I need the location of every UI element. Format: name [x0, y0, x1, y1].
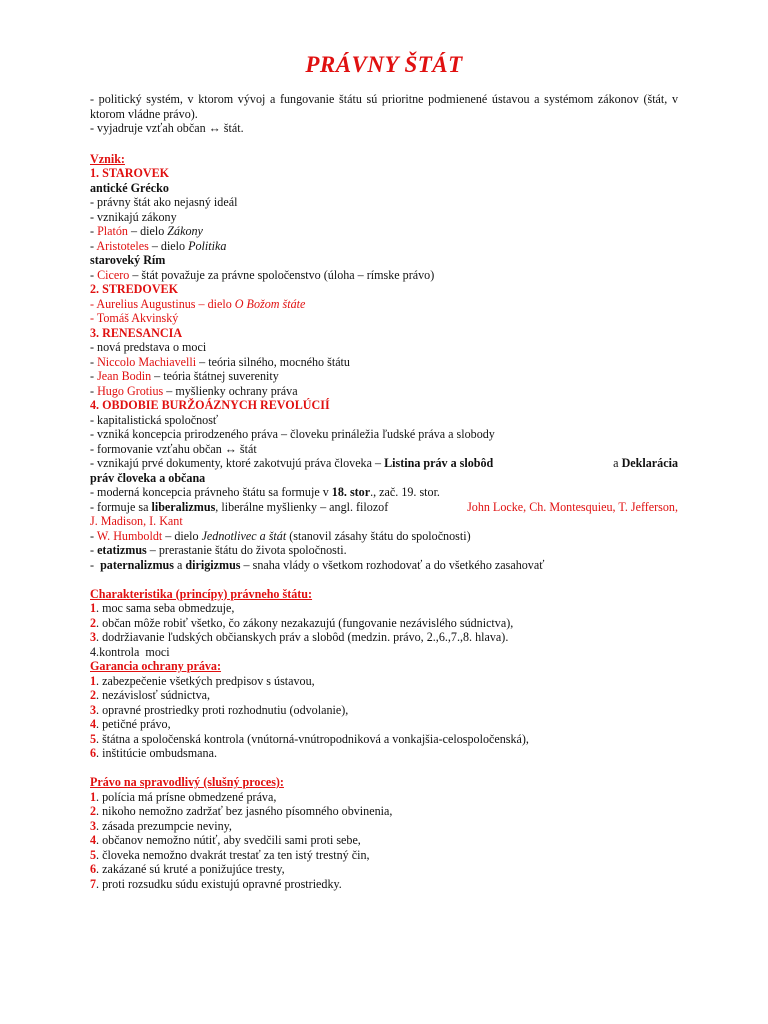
- section-starovek: 1. STAROVEK: [90, 166, 170, 180]
- person-name: Hugo Grotius: [97, 383, 164, 398]
- list-item: [90, 746, 678, 761]
- vznik-heading: Vznik:: [90, 151, 125, 166]
- list-item-augustinus: [90, 297, 678, 312]
- item-number: 2: [90, 615, 97, 630]
- list-item: [90, 804, 678, 819]
- list-item: - nová predstava o moci: [90, 340, 207, 354]
- list-item: [90, 819, 678, 834]
- work-title: O Božom štáte: [234, 296, 306, 311]
- work-title: Politika: [188, 238, 227, 253]
- dash: -: [90, 224, 98, 238]
- item-text: . moc sama seba obmedzuje,: [96, 601, 235, 615]
- item-text: – snaha vlády o všetkom rozhodovať a do všetkého zasahovať: [240, 557, 545, 572]
- item-text: . polícia má prísne obmedzené práva,: [96, 789, 277, 804]
- item-number: 2: [90, 804, 97, 818]
- item-text: ., zač. 19. stor.: [370, 485, 440, 499]
- documents-continuation: práv človeka a občana: [90, 470, 206, 485]
- section-stredovek: 2. STREDOVEK: [90, 282, 179, 296]
- item-text: – prerastanie štátu do života spoločnosti.: [146, 543, 347, 557]
- person-name: Niccolo Machiavelli: [97, 354, 197, 369]
- subsection-rim: staroveký Rím: [90, 253, 166, 267]
- item-number: 7: [90, 876, 97, 891]
- list-item: [90, 732, 678, 747]
- list-item: [90, 790, 678, 805]
- person-name: Platón: [97, 224, 128, 238]
- dash: -: [90, 528, 97, 543]
- list-item: [90, 703, 678, 718]
- item-number: 5: [90, 731, 97, 746]
- list-item: [90, 616, 678, 631]
- item-text: . zakázané sú kruté a ponižujúce tresty,: [96, 862, 285, 876]
- documents-left: [90, 456, 493, 471]
- garancia-list: [90, 674, 678, 761]
- list-item: - formovanie vzťahu občan ↔ štát: [90, 441, 257, 456]
- list-item: [90, 877, 678, 892]
- proces-heading: Právo na spravodlivý (slušný proces):: [90, 775, 284, 789]
- item-text: . petičné právo,: [96, 717, 171, 731]
- item-text: – dielo: [127, 224, 168, 238]
- list-item-grotius: - Hugo Grotius – myšlienky ochrany práva: [90, 383, 298, 398]
- item-text: , liberálne myšlienky – angl. filozof: [215, 499, 389, 514]
- philosopher-names-continued: J. Madison, I. Kant: [90, 514, 183, 528]
- item-text: - Aurelius Augustinus – dielo: [90, 296, 235, 311]
- term: liberalizmus: [151, 499, 216, 514]
- document-body: [90, 92, 678, 891]
- item-text: . občan môže robiť všetko, čo zákony nezakazujú (fungovanie nezávislého súdnictva),: [96, 615, 514, 630]
- work-title: Jednotlivec a štát: [201, 528, 287, 543]
- item-number: 3: [90, 818, 97, 833]
- item-number: 1: [90, 789, 97, 804]
- item-number: 5: [90, 847, 97, 862]
- item-text: . zabezpečenie všetkých predpisov s ústavou,: [96, 673, 315, 688]
- item-text: – dielo: [148, 238, 189, 253]
- list-item: [90, 601, 678, 616]
- list-item: [90, 630, 678, 645]
- item-number: 1: [90, 601, 97, 615]
- item-text: . štátna a spoločenská kontrola (vnútorná-vnútropodniková a vonkajšia-celospoločenská),: [96, 731, 529, 746]
- item-text: – štát považuje za právne spoločenstvo (úloha – rímske právo): [129, 267, 435, 282]
- item-text: . občanov nemožno nútiť, aby svedčili sami proti sebe,: [96, 833, 361, 847]
- list-item: 4.kontrola moci: [90, 644, 170, 659]
- liberalizmus-left: [90, 500, 388, 515]
- subsection-grecko: antické Grécko: [90, 180, 169, 195]
- person-name: Jean Bodin: [97, 369, 152, 383]
- list-item: - právny štát ako nejasný ideál: [90, 195, 238, 209]
- list-item: [90, 848, 678, 863]
- list-item-modern: [90, 485, 678, 500]
- century: 18. stor: [331, 485, 371, 499]
- dash: -: [90, 543, 98, 557]
- item-number: 3: [90, 702, 97, 717]
- item-number: 3: [90, 630, 97, 644]
- item-text: a: [173, 557, 186, 572]
- intro-definition: - politický systém, v ktorom vývoj a fungovanie štátu sú prioritne podmienené ústavou a systémom zákonov (štát, v ktorom vládne právo).: [90, 92, 678, 121]
- item-text: – teória štátnej suverenity: [151, 369, 279, 383]
- item-text: – teória silného, mocného štátu: [196, 354, 350, 369]
- list-item-platon: [90, 224, 678, 239]
- person-name: Aristoteles: [96, 238, 149, 253]
- item-text: . dodržiavanie ľudských občianskych práv a slobôd (medzin. právo, 2.,6.,7.,8. hlava).: [96, 630, 509, 644]
- work-title: Zákony: [167, 224, 203, 238]
- list-item: - vzniká koncepcia prirodzeného práva – človeku prináležia ľudské práva a slobody: [90, 427, 495, 441]
- item-text: . inštitúcie ombudsmana.: [96, 746, 217, 760]
- document-name: Listina práv a slobôd: [384, 456, 494, 470]
- list-item-humboldt: [90, 529, 678, 544]
- item-text: – dielo: [162, 528, 202, 543]
- term: paternalizmus: [100, 557, 174, 572]
- item-number: 4: [90, 833, 97, 847]
- list-item: [90, 833, 678, 848]
- dash: -: [90, 238, 97, 253]
- dash: -: [90, 267, 98, 282]
- item-text: . proti rozsudku súdu existujú opravné prostriedky.: [96, 876, 342, 891]
- proces-list: [90, 790, 678, 892]
- item-text: . nikoho nemožno zadržať bez jasného písomného obvinenia,: [96, 804, 393, 818]
- term: dirigizmus: [185, 557, 241, 572]
- document-title: PRÁVNY ŠTÁT: [305, 52, 463, 77]
- list-item: [90, 717, 678, 732]
- item-text: a: [613, 456, 622, 470]
- list-item: [90, 688, 678, 703]
- item-number: 6: [90, 862, 97, 876]
- item-number: 2: [90, 688, 97, 702]
- documents-right: [613, 456, 678, 471]
- list-item-machiavelli: - Niccolo Machiavelli – teória silného, mocného štátu: [90, 354, 350, 369]
- list-item: [90, 862, 678, 877]
- item-number: 4: [90, 717, 97, 731]
- item-text: . opravné prostriedky proti rozhodnutiu (odvolanie),: [96, 702, 349, 717]
- list-item-bodin: - Jean Bodin – teória štátnej suverenity: [90, 369, 279, 383]
- document-name: Deklarácia: [621, 456, 678, 470]
- item-text: . nezávislosť súdnictva,: [96, 688, 211, 702]
- section-revolucie: 4. OBDOBIE BURŽOÁZNYCH REVOLÚCIÍ: [90, 398, 330, 412]
- list-item-etatizmus: [90, 543, 678, 558]
- charakteristika-heading: Charakteristika (princípy) právneho štátu:: [90, 586, 313, 601]
- list-item: [90, 674, 678, 689]
- dash: -: [90, 557, 101, 572]
- list-item-liberalizmus: [90, 500, 678, 515]
- list-item-akvinsky: - Tomáš Akvinský: [90, 311, 179, 325]
- list-item: - vznikajú zákony: [90, 209, 177, 224]
- philosopher-names: John Locke, Ch. Montesquieu, T. Jefferson,: [467, 499, 678, 514]
- person-name: Cicero: [97, 267, 130, 282]
- item-text: . zásada prezumpcie neviny,: [96, 818, 232, 833]
- item-text: - vznikajú prvé dokumenty, ktoré zakotvujú práva človeka –: [90, 456, 385, 470]
- charakteristika-list: [90, 601, 678, 659]
- item-text: - moderná koncepcia právneho štátu sa formuje v: [90, 485, 332, 499]
- intro-relation: - vyjadruje vzťah občan ↔ štát.: [90, 121, 244, 135]
- item-text: (stanovil zásahy štátu do spoločnosti): [286, 528, 471, 543]
- list-item-documents: [90, 456, 678, 471]
- item-number: 6: [90, 746, 97, 760]
- list-item-aristoteles: [90, 239, 678, 254]
- item-number: 1: [90, 673, 97, 688]
- term: etatizmus: [97, 543, 147, 557]
- list-item: - kapitalistická spoločnosť: [90, 412, 219, 427]
- list-item-paternalizmus: [90, 558, 678, 573]
- item-text: – myšlienky ochrany práva: [163, 383, 298, 398]
- item-text: - formuje sa: [90, 499, 152, 514]
- section-renesancia: 3. RENESANCIA: [90, 325, 183, 340]
- person-name: W. Humboldt: [96, 528, 163, 543]
- item-text: . človeka nemožno dvakrát trestať za ten istý trestný čin,: [96, 847, 370, 862]
- list-item-cicero: [90, 268, 678, 283]
- garancia-heading: Garancia ochrany práva:: [90, 659, 222, 673]
